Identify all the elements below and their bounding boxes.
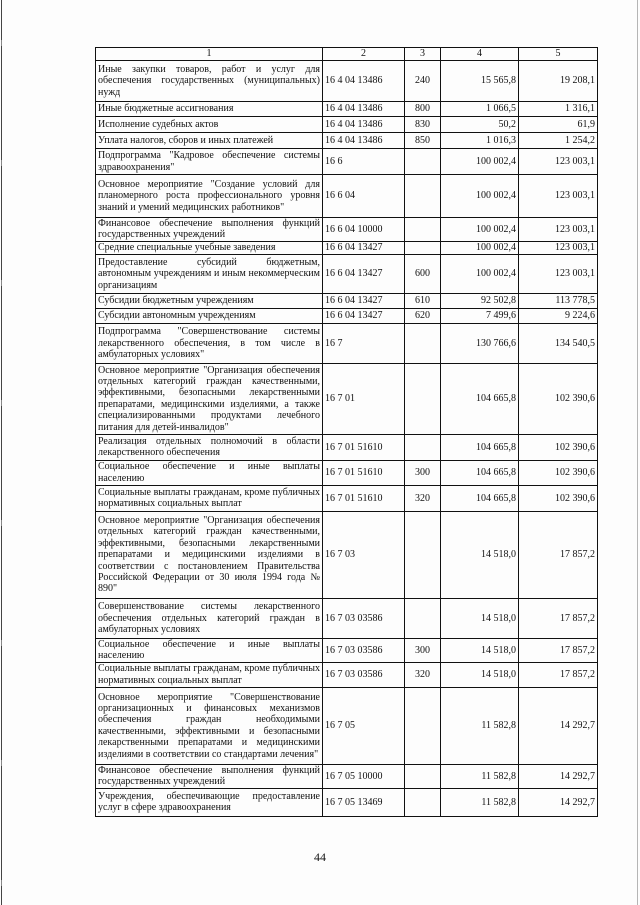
cell-value-4: 11 582,8 — [441, 788, 519, 816]
cell-type: 850 — [405, 133, 441, 149]
cell-type: 800 — [405, 102, 441, 117]
table-row — [96, 61, 598, 102]
cell-code: 16 6 04 — [323, 175, 405, 218]
cell-value-4: 100 002,4 — [441, 254, 519, 293]
cell-code: 16 6 — [323, 149, 405, 175]
cell-type: 320 — [405, 485, 441, 511]
cell-name: Реализация отдельных полномочий в области лекарственного обеспечения — [96, 434, 323, 460]
cell-type: 610 — [405, 293, 441, 308]
cell-value-4: 1 066,5 — [441, 102, 519, 117]
cell-code: 16 7 05 — [323, 687, 405, 764]
table-row — [96, 662, 598, 687]
cell-type — [405, 788, 441, 816]
cell-code: 16 7 01 — [323, 363, 405, 434]
cell-type — [405, 363, 441, 434]
table-row — [96, 485, 598, 511]
table-row — [96, 434, 598, 460]
table-row — [96, 241, 598, 254]
cell-type — [405, 511, 441, 598]
cell-code: 16 6 04 13427 — [323, 308, 405, 323]
cell-type — [405, 175, 441, 218]
cell-name: Субсидии автономным учреждениям — [96, 308, 323, 323]
table-header-row — [96, 48, 598, 61]
cell-name: Иные закупки товаров, работ и услуг для обеспечения государственных (муниципальных) нужд — [96, 61, 323, 102]
cell-name: Финансовое обеспечение выполнения функций государственных учреждений — [96, 218, 323, 242]
cell-value-5: 123 003,1 — [519, 254, 598, 293]
table-row — [96, 323, 598, 363]
cell-name: Социальное обеспечение и иные выплаты населению — [96, 638, 323, 662]
table-row — [96, 117, 598, 133]
cell-value-5: 61,9 — [519, 117, 598, 133]
cell-type: 300 — [405, 638, 441, 662]
cell-name: Социальное обеспечение и иные выплаты населению — [96, 460, 323, 485]
cell-name: Учреждения, обеспечивающие предоставление услуг в сфере здравоохранения — [96, 788, 323, 816]
cell-name: Субсидии бюджетным учреждениям — [96, 293, 323, 308]
cell-type: 620 — [405, 308, 441, 323]
cell-type: 600 — [405, 254, 441, 293]
cell-value-5: 102 390,6 — [519, 434, 598, 460]
cell-name: Финансовое обеспечение выполнения функций государственных учреждений — [96, 764, 323, 788]
cell-value-4: 11 582,8 — [441, 764, 519, 788]
cell-value-4: 14 518,0 — [441, 638, 519, 662]
cell-code: 16 7 03 03586 — [323, 638, 405, 662]
cell-value-4: 92 502,8 — [441, 293, 519, 308]
cell-name: Иные бюджетные ассигнования — [96, 102, 323, 117]
cell-value-4: 7 499,6 — [441, 308, 519, 323]
cell-code: 16 6 04 13427 — [323, 293, 405, 308]
cell-value-4: 50,2 — [441, 117, 519, 133]
table-row — [96, 133, 598, 149]
table-row — [96, 149, 598, 175]
cell-value-4: 104 665,8 — [441, 485, 519, 511]
cell-type: 320 — [405, 662, 441, 687]
header-col-4: 4 — [441, 48, 519, 61]
cell-value-5: 113 778,5 — [519, 293, 598, 308]
table-body — [96, 61, 598, 817]
table-row — [96, 175, 598, 218]
cell-type — [405, 218, 441, 242]
header-col-3: 3 — [405, 48, 441, 61]
table-row — [96, 687, 598, 764]
table-row — [96, 638, 598, 662]
cell-name: Социальные выплаты гражданам, кроме публичных нормативных социальных выплат — [96, 485, 323, 511]
cell-value-5: 134 540,5 — [519, 323, 598, 363]
cell-code: 16 6 04 13427 — [323, 254, 405, 293]
table-row — [96, 511, 598, 598]
cell-value-4: 15 565,8 — [441, 61, 519, 102]
cell-value-4: 11 582,8 — [441, 687, 519, 764]
header-col-5: 5 — [519, 48, 598, 61]
cell-name: Совершенствование системы лекарственного обеспечения отдельных категорий граждан в амбулаторных условиях — [96, 598, 323, 638]
cell-name: Основное мероприятие "Организация обеспечения отдельных категорий граждан качественными, эффективными, безопасными лекарственными препаратами и медицинскими изделиями в соответствии с постановлением Правительства Российской Федерации от 30 июля 1994 года № 890" — [96, 511, 323, 598]
header-col-2: 2 — [323, 48, 405, 61]
cell-value-5: 14 292,7 — [519, 788, 598, 816]
cell-value-5: 123 003,1 — [519, 241, 598, 254]
cell-name: Исполнение судебных актов — [96, 117, 323, 133]
cell-code: 16 7 03 03586 — [323, 662, 405, 687]
cell-code: 16 7 01 51610 — [323, 460, 405, 485]
cell-code: 16 4 04 13486 — [323, 133, 405, 149]
cell-type — [405, 764, 441, 788]
cell-name: Предоставление субсидий бюджетным, автономным учреждениям и иным некоммерческим организациям — [96, 254, 323, 293]
cell-type — [405, 687, 441, 764]
table-row — [96, 102, 598, 117]
cell-value-5: 102 390,6 — [519, 485, 598, 511]
cell-value-5: 17 857,2 — [519, 638, 598, 662]
budget-table — [95, 47, 598, 817]
cell-code: 16 7 05 10000 — [323, 764, 405, 788]
cell-value-5: 102 390,6 — [519, 363, 598, 434]
cell-type — [405, 241, 441, 254]
table-row — [96, 460, 598, 485]
cell-type: 830 — [405, 117, 441, 133]
cell-value-5: 9 224,6 — [519, 308, 598, 323]
cell-value-4: 14 518,0 — [441, 511, 519, 598]
cell-name: Уплата налогов, сборов и иных платежей — [96, 133, 323, 149]
cell-value-5: 17 857,2 — [519, 598, 598, 638]
cell-value-5: 123 003,1 — [519, 218, 598, 242]
cell-value-4: 100 002,4 — [441, 218, 519, 242]
cell-value-4: 1 016,3 — [441, 133, 519, 149]
table-row — [96, 598, 598, 638]
cell-value-4: 100 002,4 — [441, 241, 519, 254]
cell-value-4: 14 518,0 — [441, 662, 519, 687]
cell-value-4: 100 002,4 — [441, 149, 519, 175]
cell-code: 16 7 03 03586 — [323, 598, 405, 638]
cell-value-5: 1 316,1 — [519, 102, 598, 117]
cell-code: 16 7 — [323, 323, 405, 363]
cell-name: Подпрограмма "Кадровое обеспечение системы здравоохранения" — [96, 149, 323, 175]
cell-code: 16 7 05 13469 — [323, 788, 405, 816]
cell-name: Подпрограмма "Совершенствование системы лекарственного обеспечения, в том числе в амбулаторных условиях" — [96, 323, 323, 363]
cell-code: 16 4 04 13486 — [323, 117, 405, 133]
cell-value-5: 102 390,6 — [519, 460, 598, 485]
scan-edge-right — [637, 0, 638, 905]
cell-value-4: 14 518,0 — [441, 598, 519, 638]
table-row — [96, 308, 598, 323]
cell-type — [405, 149, 441, 175]
table-row — [96, 218, 598, 242]
table-row — [96, 764, 598, 788]
table-row — [96, 363, 598, 434]
cell-code: 16 7 01 51610 — [323, 485, 405, 511]
cell-code: 16 6 04 10000 — [323, 218, 405, 242]
cell-value-4: 104 665,8 — [441, 363, 519, 434]
cell-value-5: 17 857,2 — [519, 511, 598, 598]
table-row — [96, 293, 598, 308]
cell-value-5: 14 292,7 — [519, 687, 598, 764]
scan-edge-left — [1, 0, 2, 905]
cell-value-5: 123 003,1 — [519, 149, 598, 175]
table-row — [96, 788, 598, 816]
cell-value-5: 1 254,2 — [519, 133, 598, 149]
cell-type: 300 — [405, 460, 441, 485]
cell-name: Основное мероприятие "Создание условий для планомерного роста профессионального уровня знаний и умений медицинских работников" — [96, 175, 323, 218]
cell-value-4: 130 766,6 — [441, 323, 519, 363]
cell-code: 16 6 04 13427 — [323, 241, 405, 254]
cell-code: 16 4 04 13486 — [323, 102, 405, 117]
table-row — [96, 254, 598, 293]
cell-value-5: 14 292,7 — [519, 764, 598, 788]
cell-name: Социальные выплаты гражданам, кроме публичных нормативных социальных выплат — [96, 662, 323, 687]
cell-code: 16 7 01 51610 — [323, 434, 405, 460]
cell-type — [405, 323, 441, 363]
cell-value-4: 100 002,4 — [441, 175, 519, 218]
cell-value-5: 17 857,2 — [519, 662, 598, 687]
cell-name: Средние специальные учебные заведения — [96, 241, 323, 254]
cell-name: Основное мероприятие "Организация обеспечения отдельных категорий граждан качественными, эффективными, безопасными лекарственными препаратами, медицинскими изделиями, а также специализированными продуктами лечебного питания для детей-инвалидов" — [96, 363, 323, 434]
cell-type: 240 — [405, 61, 441, 102]
cell-value-5: 123 003,1 — [519, 175, 598, 218]
cell-type — [405, 598, 441, 638]
cell-code: 16 7 03 — [323, 511, 405, 598]
cell-value-4: 104 665,8 — [441, 434, 519, 460]
cell-value-4: 104 665,8 — [441, 460, 519, 485]
page-number: 44 — [314, 850, 326, 864]
header-col-1: 1 — [96, 48, 323, 61]
cell-code: 16 4 04 13486 — [323, 61, 405, 102]
cell-type — [405, 434, 441, 460]
cell-name: Основное мероприятие "Совершенствование организационных и финансовых механизмов обеспечения граждан необходимыми качественными, эффективными и безопасными лекарственными препаратами и медицинскими изделиями в соответствии со стандартами лечения" — [96, 687, 323, 764]
cell-value-5: 19 208,1 — [519, 61, 598, 102]
